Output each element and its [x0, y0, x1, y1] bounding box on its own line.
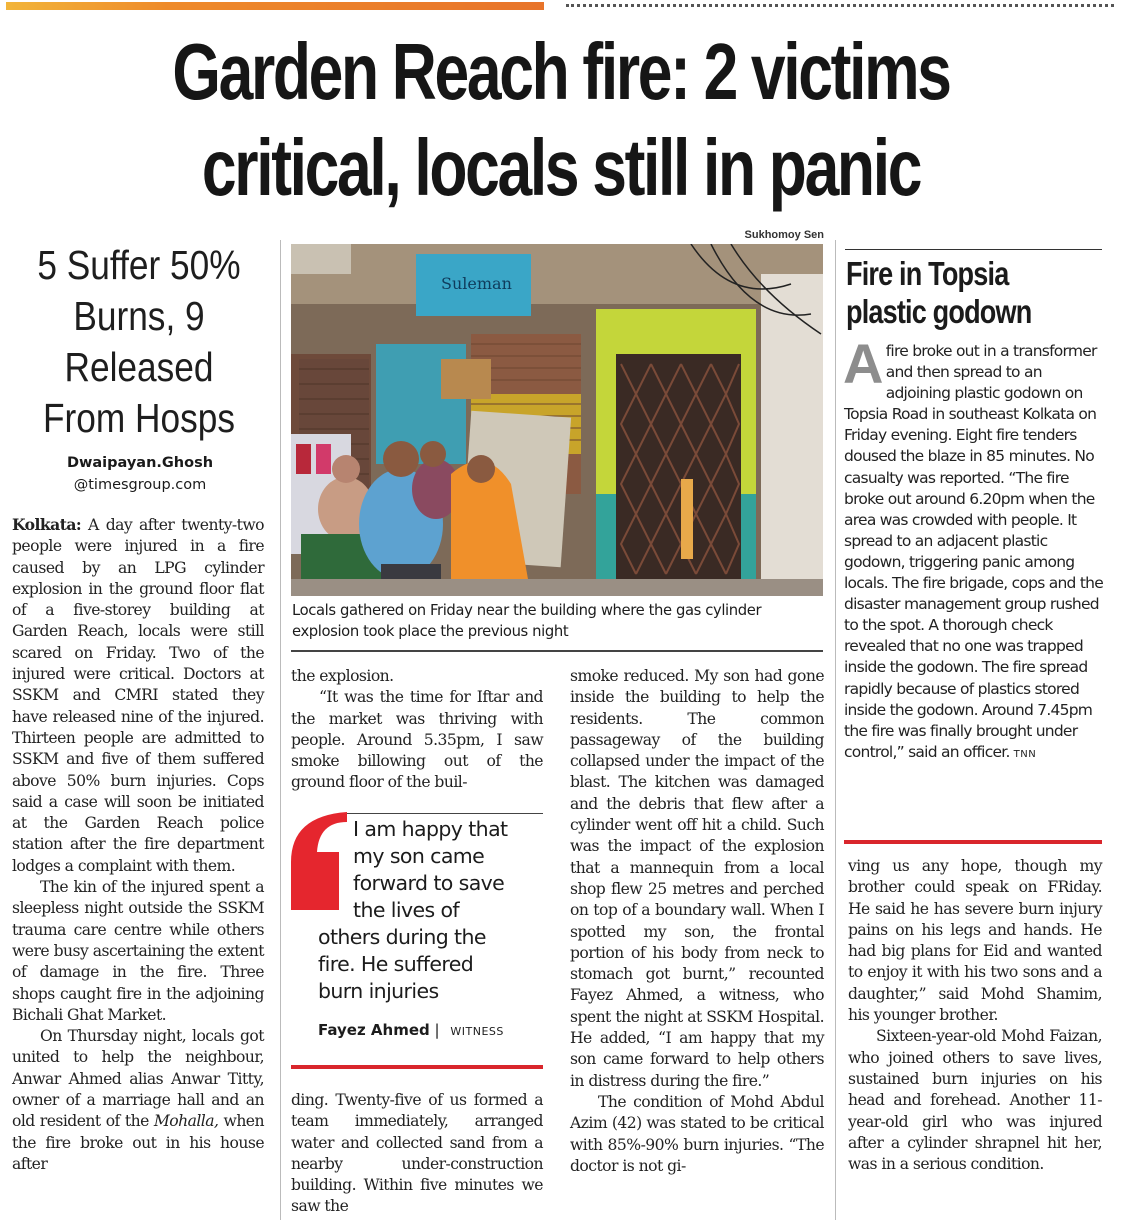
headline [128, 24, 994, 216]
headline-line-1: Garden Reach fire: 2 victims [172, 27, 950, 116]
svg-text:Suleman: Suleman [441, 274, 512, 293]
paragraph: The kin of the injured spent a sleepless night outside the SSKM trauma care centre while others were busy ascertaining the extent of damage in the fire. Three shops caught fire in the adjoining Bichali Ghat Market. [12, 878, 264, 1024]
paragraph: On Thursday night, locals got united to help the neighbour, Anwar Ahmed alias Anwar Titty, owner of a marriage hall and an old resident of the Mohalla, when the fire broke out in his house after [12, 1027, 264, 1173]
photo-credit: Sukhomoy Sen [744, 229, 824, 241]
paragraph: “It was the time for Iftar and the market was thriving with people. Around 5.35pm, I saw smoke billowing out of the ground floor of the buil- [291, 688, 543, 792]
pull-quote-line: burn injuries [318, 979, 439, 1003]
caption-rule [291, 650, 823, 652]
sidebar-bottom-rule [844, 840, 1102, 844]
author-handle: @timesgroup.com [73, 477, 207, 493]
pull-quote [318, 816, 538, 1005]
pull-quote-line: the lives of [353, 898, 460, 922]
pull-quote-line: I am happy that [353, 817, 508, 841]
subhead-line: 5 Suffer 50% [37, 242, 241, 288]
article-column-2-top [291, 666, 543, 794]
article-column-4 [848, 856, 1102, 1175]
paragraph: Sixteen-year-old Mohd Faizan, who joined others to save lives, sustained burn injuries on his head and forehead. Another 11-year-old girl who was injured after a cylinder shrapnel hit her, was in a serious condition. [848, 1027, 1102, 1174]
sidebar-headline-line: Fire in Topsia [846, 255, 1009, 292]
dateline: Kolkata: [12, 515, 82, 534]
paragraph: Kolkata: A day after twenty-two people were injured in a fire caused by an LPG cylinder explosion in the ground floor flat of a five-storey building at Garden Reach, locals were still scared on Friday. Two of the injured were critical. Doctors at SSKM and CMRI stated they have released nine of the injured. Thirteen people are admitted to SSKM and five of them suffered above 50% burn injuries. Cops said a case will soon be initiated at the Garden Reach police station after the fire department lodges a complaint with them. [12, 515, 264, 875]
subhead-line: Burns, 9 [73, 293, 205, 339]
pull-quote-line: my son came [353, 844, 485, 868]
italic-term: Mohalla, [153, 1112, 219, 1131]
sidebar-body-text: fire broke out in a transformer and then spread to an adjoining plastic godown on Topsia Road in southeast Kolkata on Friday evening. Eight fire tenders doused the blaze in 85 minutes. No casualty was reported. “The fire broke out around 6.20pm when the area was crowded with people. It spread to an adjacent plastic godown, triggering panic among locals. The fire brigade, cops and the disaster management group rushed to the spot. A thorough check revealed that no one was trapped inside the godown. The fire spread rapidly because of plastics stored inside the godown. Around 7.45pm the fire was finally brought under control,” said an officer. [844, 342, 1104, 761]
article-column-2-bottom [291, 1090, 543, 1218]
column-divider [280, 240, 281, 1220]
paragraph: ving us any hope, though my brother could speak on FRiday. He said he has severe burn injury pains on his legs and hands. He had big plans for Eid and wanted to enjoy it with his two sons and a daughter,” said Mohd Shamim, his younger brother. [848, 857, 1102, 1025]
sidebar-top-rule [845, 249, 1102, 250]
news-photo [291, 244, 823, 596]
pull-quote-attribution [318, 1021, 504, 1039]
paragraph: smoke reduced. My son had gone inside the building to help the residents. The common passageway of the building collapsed under the impact of the blast. The kitchen was damaged and the debris that flew after a cylinder went off hit a child. Such was the impact of the explosion that a mannequin from a local shop flew 25 metres and perched on top of a boundary wall. When I spotted my son, the frontal portion of his body from neck to stomach got burnt,” recounted Fayez Ahmed, a witness, who spent the night at SSKM Hospital. He added, “I am happy that my son came forward to help others in distress during the fire.” [570, 667, 824, 1090]
street-scene-image [291, 244, 823, 596]
article-column-3 [570, 666, 824, 1177]
sidebar-headline-line: plastic godown [846, 293, 1032, 330]
attribution-separator: | [434, 1021, 440, 1039]
quote-speaker-role: WITNESS [450, 1025, 504, 1038]
column-divider [835, 240, 836, 1220]
pullquote-top-rule [345, 813, 543, 814]
paragraph: The condition of Mohd Abdul Azim (42) was stated to be critical with 85%-90% burn injuries. “The doctor is not gi- [570, 1092, 824, 1175]
agency-tag: TNN [1013, 748, 1037, 760]
sidebar-story [843, 332, 1106, 765]
sidebar-headline [846, 255, 1059, 331]
subhead-line: Released [64, 344, 214, 390]
subhead-line: From Hosps [42, 395, 235, 441]
article-column-1 [12, 514, 264, 1175]
paragraph: ding. Twenty-five of us formed a team immediately, arranged water and collected sand from a nearby under-construction building. Within five minutes we saw the [291, 1091, 543, 1216]
pull-quote-line: forward to save [353, 871, 505, 895]
subheadline [26, 240, 251, 444]
quote-speaker: Fayez Ahmed [318, 1021, 430, 1039]
paragraph: the explosion. [291, 667, 394, 685]
pull-quote-line: fire. He suffered [318, 952, 474, 976]
drop-cap: A [843, 332, 883, 395]
headline-line-2: critical, locals still in panic [201, 123, 921, 212]
dotted-rule [566, 4, 1114, 7]
section-accent-bar [6, 2, 544, 10]
photo-caption: Locals gathered on Friday near the building where the gas cylinder explosion took place the previous night [292, 602, 762, 640]
byline [0, 452, 280, 496]
author-name: Dwaipayan.Ghosh [66, 455, 214, 471]
pull-quote-line: others during the [318, 925, 486, 949]
pullquote-bottom-rule [291, 1065, 543, 1069]
